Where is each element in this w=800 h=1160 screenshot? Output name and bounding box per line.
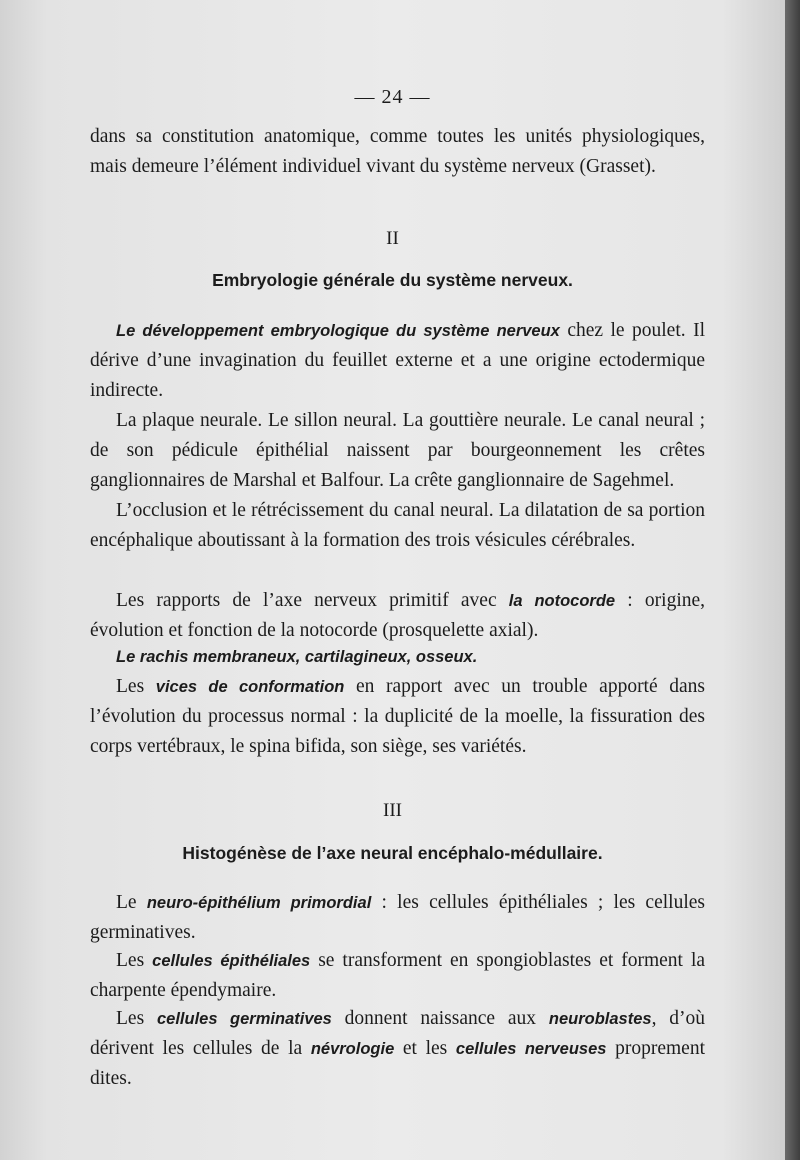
emphasis: cellules nerveuses xyxy=(455,1040,607,1058)
paragraph-text: Les xyxy=(116,950,153,971)
paragraph-text: : origine, évolution et fonction de la notocorde (prosquelette axial). xyxy=(90,590,706,641)
paragraph-text: Les xyxy=(116,676,156,697)
paragraph-text: Les xyxy=(116,1008,157,1029)
section-2-paragraph-2: La plaque neurale. Le sillon neural. La gouttière neurale. Le canal neural ; de son pédicule épithélial naissent par bourgeonnement les crêtes ganglionnaires de Marshal et Balfour. La crête ganglionnaire de Sagehmel. xyxy=(90,410,705,491)
emphasis: Le développement embryologique du système nerveux xyxy=(116,322,560,340)
paragraph-text: en rapport avec un trouble apporté dans l’évolution du processus normal : la duplicité de la moelle, la fissuration des corps vertébraux, le spina bifida, son siège, ses variétés. xyxy=(90,676,705,757)
emphasis: cellules germinatives xyxy=(156,1010,332,1028)
page-number: — 24 — xyxy=(354,86,431,108)
emphasis: Le rachis membraneux, cartilagineux, osseux. xyxy=(116,648,478,666)
section-3-paragraph-1 xyxy=(90,888,705,948)
paragraph-text: : les cellules épithéliales ; les cellules germinatives. xyxy=(90,892,705,943)
page-edge-shadow xyxy=(785,0,800,1160)
paragraph-text: et les xyxy=(394,1038,456,1059)
section-2-paragraph-1 xyxy=(90,316,705,406)
section-2-paragraph-3: L’occlusion et le rétrécissement du canal neural. La dilatation de sa portion encéphalique aboutissant à la formation des trois vésicules cérébrales. xyxy=(90,500,705,551)
section-2-paragraph-4 xyxy=(90,586,705,646)
paragraph-text: Le xyxy=(116,892,147,913)
section-3-paragraph-2 xyxy=(90,946,705,1006)
paragraph-text: chez le poulet. Il dérive d’une invagination du feuillet externe et a une origine ectodermique indirecte. xyxy=(90,320,705,401)
intro-paragraph: dans sa constitution anatomique, comme toutes les unités physiologiques, mais demeure l’élément individuel vivant du système nerveux (Grasset). xyxy=(90,126,705,177)
emphasis: vices de conformation xyxy=(155,678,345,696)
section-3-heading: Histogénèse de l’axe neural encéphalo-médullaire. xyxy=(182,843,603,863)
emphasis: neuro-épithélium primordial xyxy=(146,894,372,912)
section-3-paragraph-3 xyxy=(90,1004,705,1094)
section-3-numeral: III xyxy=(383,800,402,821)
section-2-numeral: II xyxy=(386,228,399,249)
paragraph-text: se transforment en spongioblastes et forment la charpente épendymaire. xyxy=(90,950,706,1001)
paragraph-text: Les rapports de l’axe nerveux primitif avec xyxy=(116,590,509,611)
paragraph-text: proprement dites. xyxy=(90,1038,705,1089)
emphasis: neuroblastes xyxy=(548,1010,652,1028)
section-2-paragraph-5 xyxy=(90,642,705,672)
emphasis: névrologie xyxy=(310,1040,395,1058)
section-2-heading: Embryologie générale du système nerveux. xyxy=(212,270,573,290)
emphasis: cellules épithéliales xyxy=(152,952,311,970)
emphasis: la notocorde xyxy=(508,592,616,610)
paragraph-text: , d’où dérivent les cellules de la xyxy=(90,1008,706,1059)
paragraph-text: donnent naissance aux xyxy=(331,1008,549,1029)
section-2-paragraph-6 xyxy=(90,672,705,762)
